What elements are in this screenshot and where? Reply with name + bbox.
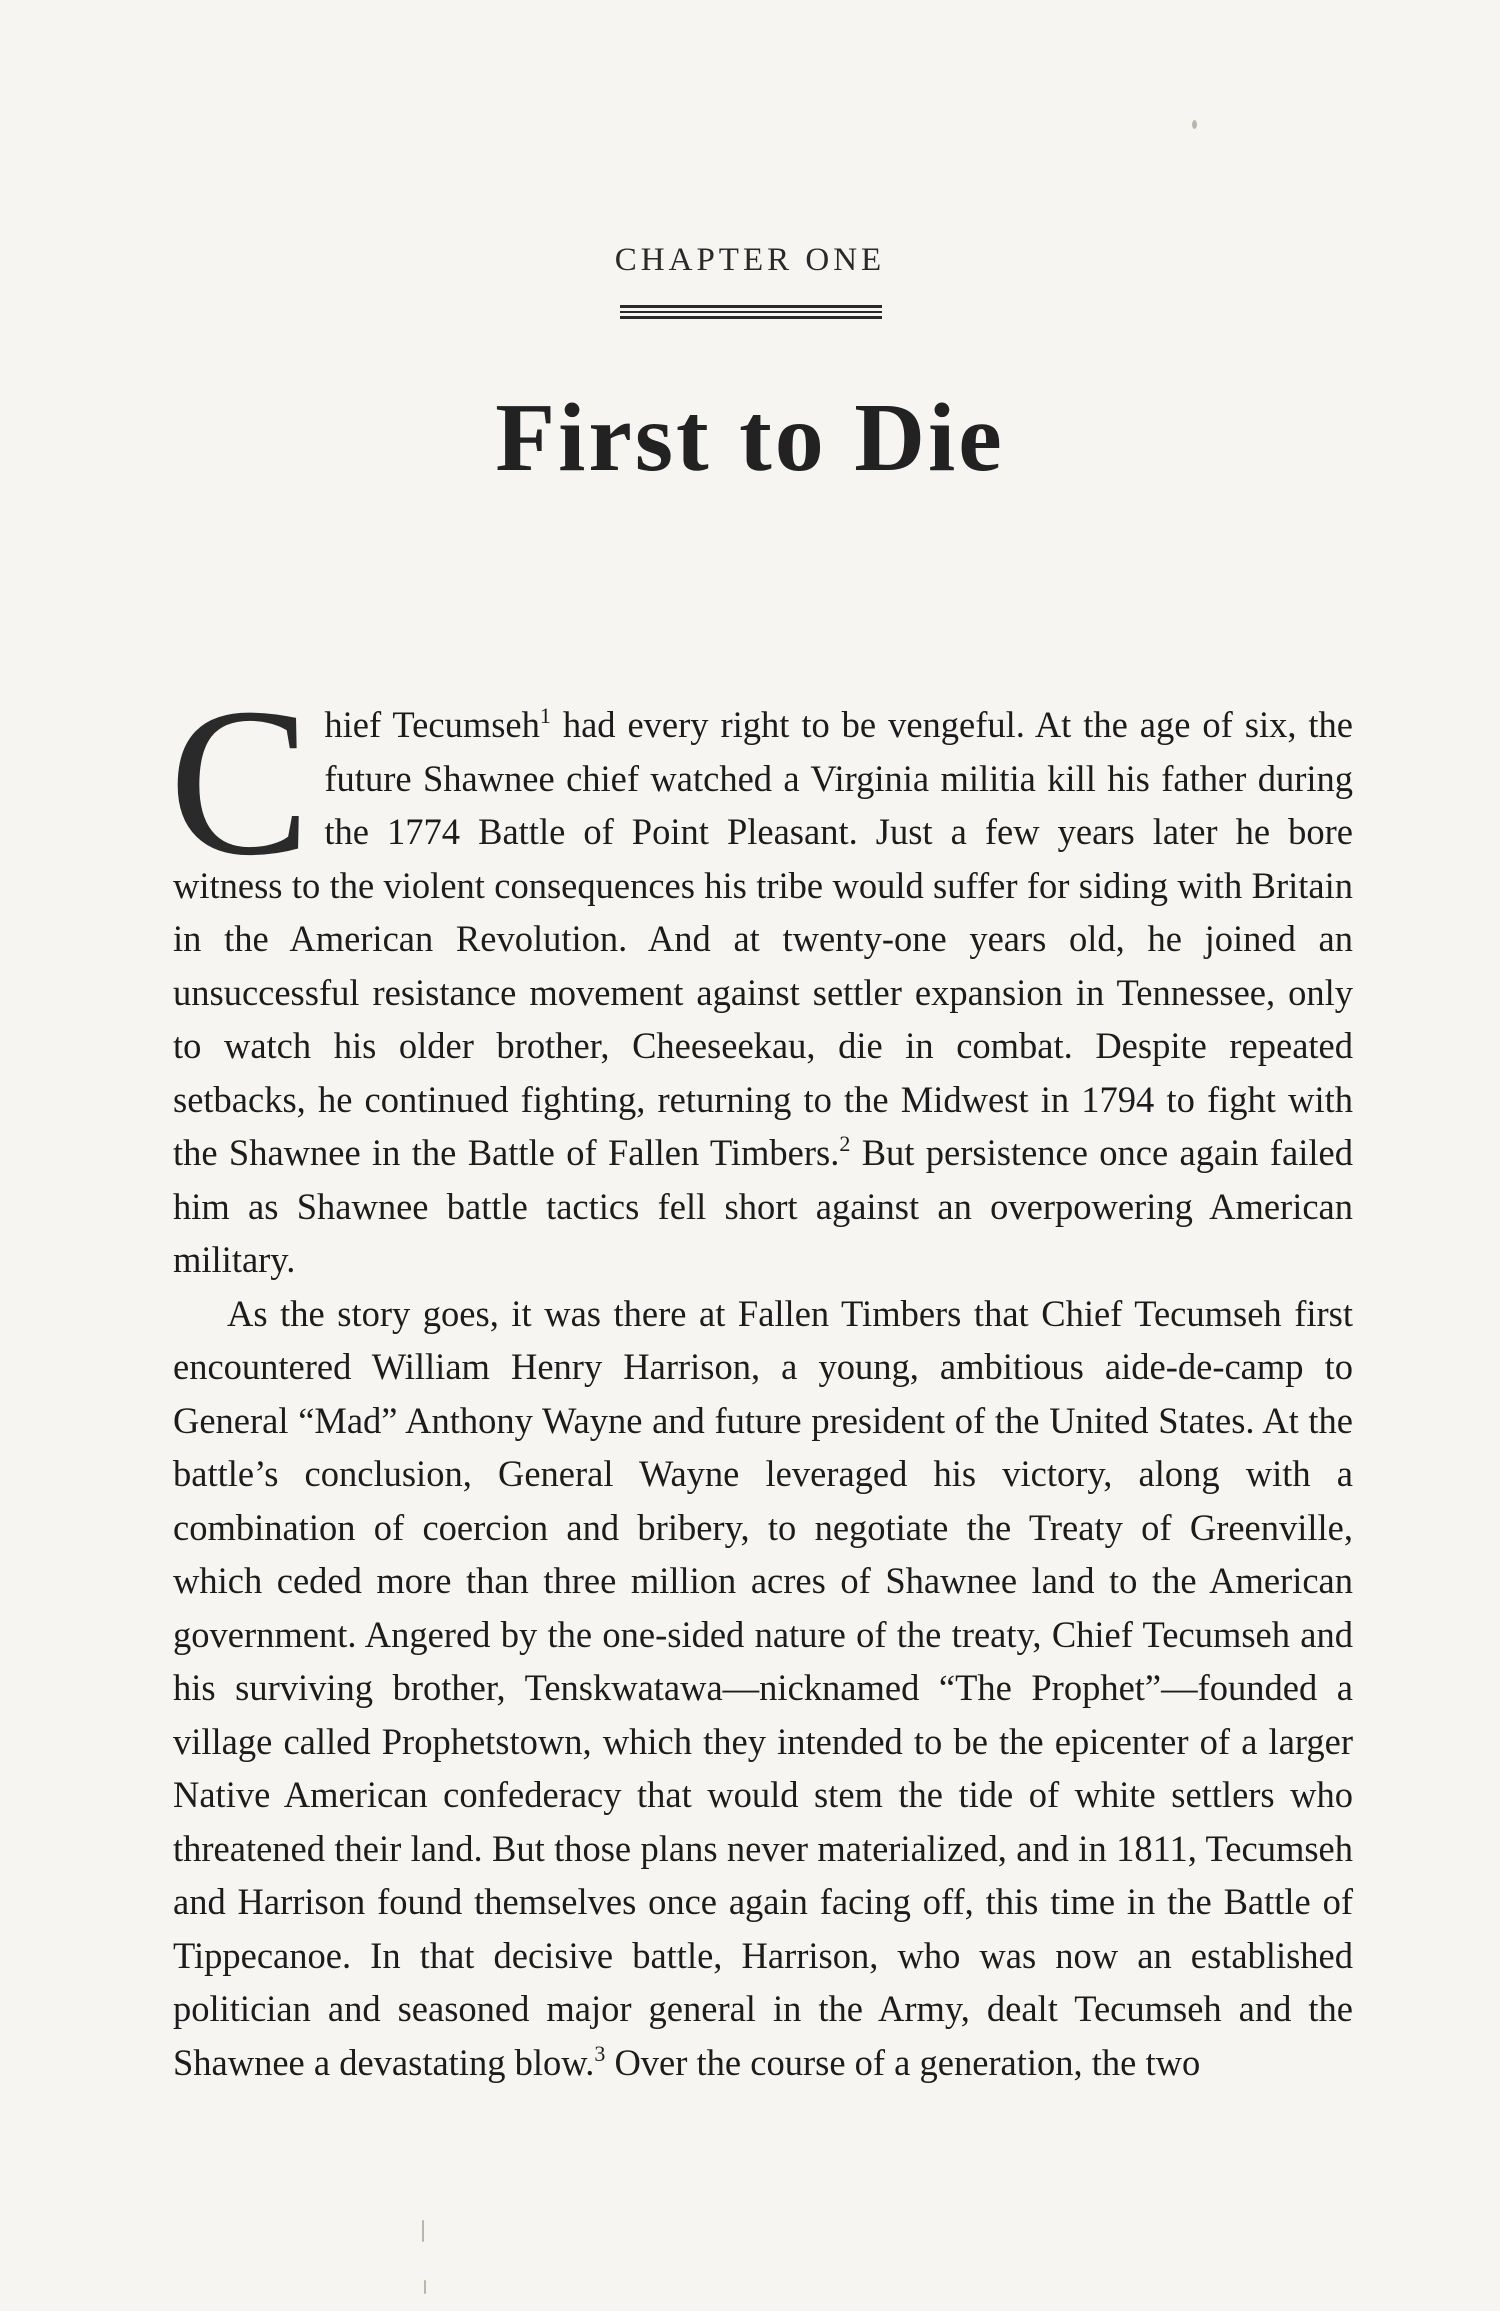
paragraph-1-text-b: had every right to be vengeful. At the age of six, the future Shawnee chief watched a Virginia militia kill his father during the 1774 Battle of Point Pleasant. Just a few years later he bore witness to the violent consequences his tribe would suffer for siding with Britain in the American Revolution. And at twenty-one years old, he joined an unsuccessful resistance movement against settler expansion in Tennessee, only to watch his older brother, Cheeseekau, die in combat. Despite repeated setbacks, he continued fighting, returning to the Midwest in 1794 to fight with the Shawnee in the Battle of Fallen Timbers.	[173, 704, 1353, 1173]
paragraph-2	[173, 1287, 1353, 2090]
drop-cap: C	[169, 664, 311, 899]
footnote-marker-1: 1	[539, 703, 551, 728]
paper-speck	[1192, 120, 1197, 129]
chapter-title: First to Die	[495, 384, 1005, 492]
footnote-marker-3: 3	[594, 2040, 606, 2066]
body-text	[169, 664, 1353, 2089]
paragraph-1	[169, 664, 1353, 1287]
paper-speck	[424, 2280, 426, 2294]
paragraph-2-text-b: Over the course of a generation, the two	[605, 2041, 1201, 2083]
chapter-rule-top	[620, 305, 882, 308]
chapter-rule-middle	[620, 311, 882, 313]
chapter-label: CHAPTER ONE	[614, 242, 886, 278]
chapter-rule-bottom	[620, 316, 882, 319]
paragraph-1-text-a: hief Tecumseh	[324, 704, 540, 745]
paragraph-2-text-a: As the story goes, it was there at Fallen Timbers that Chief Tecumseh first encountered William Henry Harrison, a young, ambitious aide-de-camp to General “Mad” Anthony Wayne and future president of the United States. At the battle’s conclusion, General Wayne leveraged his victory, along with a combination of coercion and bribery, to negotiate the Treaty of Greenville, which ceded more than three million acres of Shawnee land to the American government. Angered by the one-sided nature of the treaty, Chief Tecumseh and his surviving brother, Tenskwatawa—nicknamed “The Prophet”—founded a village called Prophetstown, which they intended to be the epicenter of a larger Native American confederacy that would stem the tide of white settlers who threatened their land. But those plans never materialized, and in 1811, Tecumseh and Harrison found themselves once again facing off, this time in the Battle of Tippecanoe. In that decisive battle, Harrison, who was now an established politician and seasoned major general in the Army, dealt Tecumseh and the Shawnee a devastating blow.	[173, 1292, 1353, 2083]
paragraph-1-text-c: But persistence once again failed him as Shawnee battle tactics fell short against an overpowering American military.	[173, 1132, 1353, 1280]
paper-speck	[422, 2220, 424, 2242]
footnote-marker-2: 2	[839, 1131, 851, 1156]
